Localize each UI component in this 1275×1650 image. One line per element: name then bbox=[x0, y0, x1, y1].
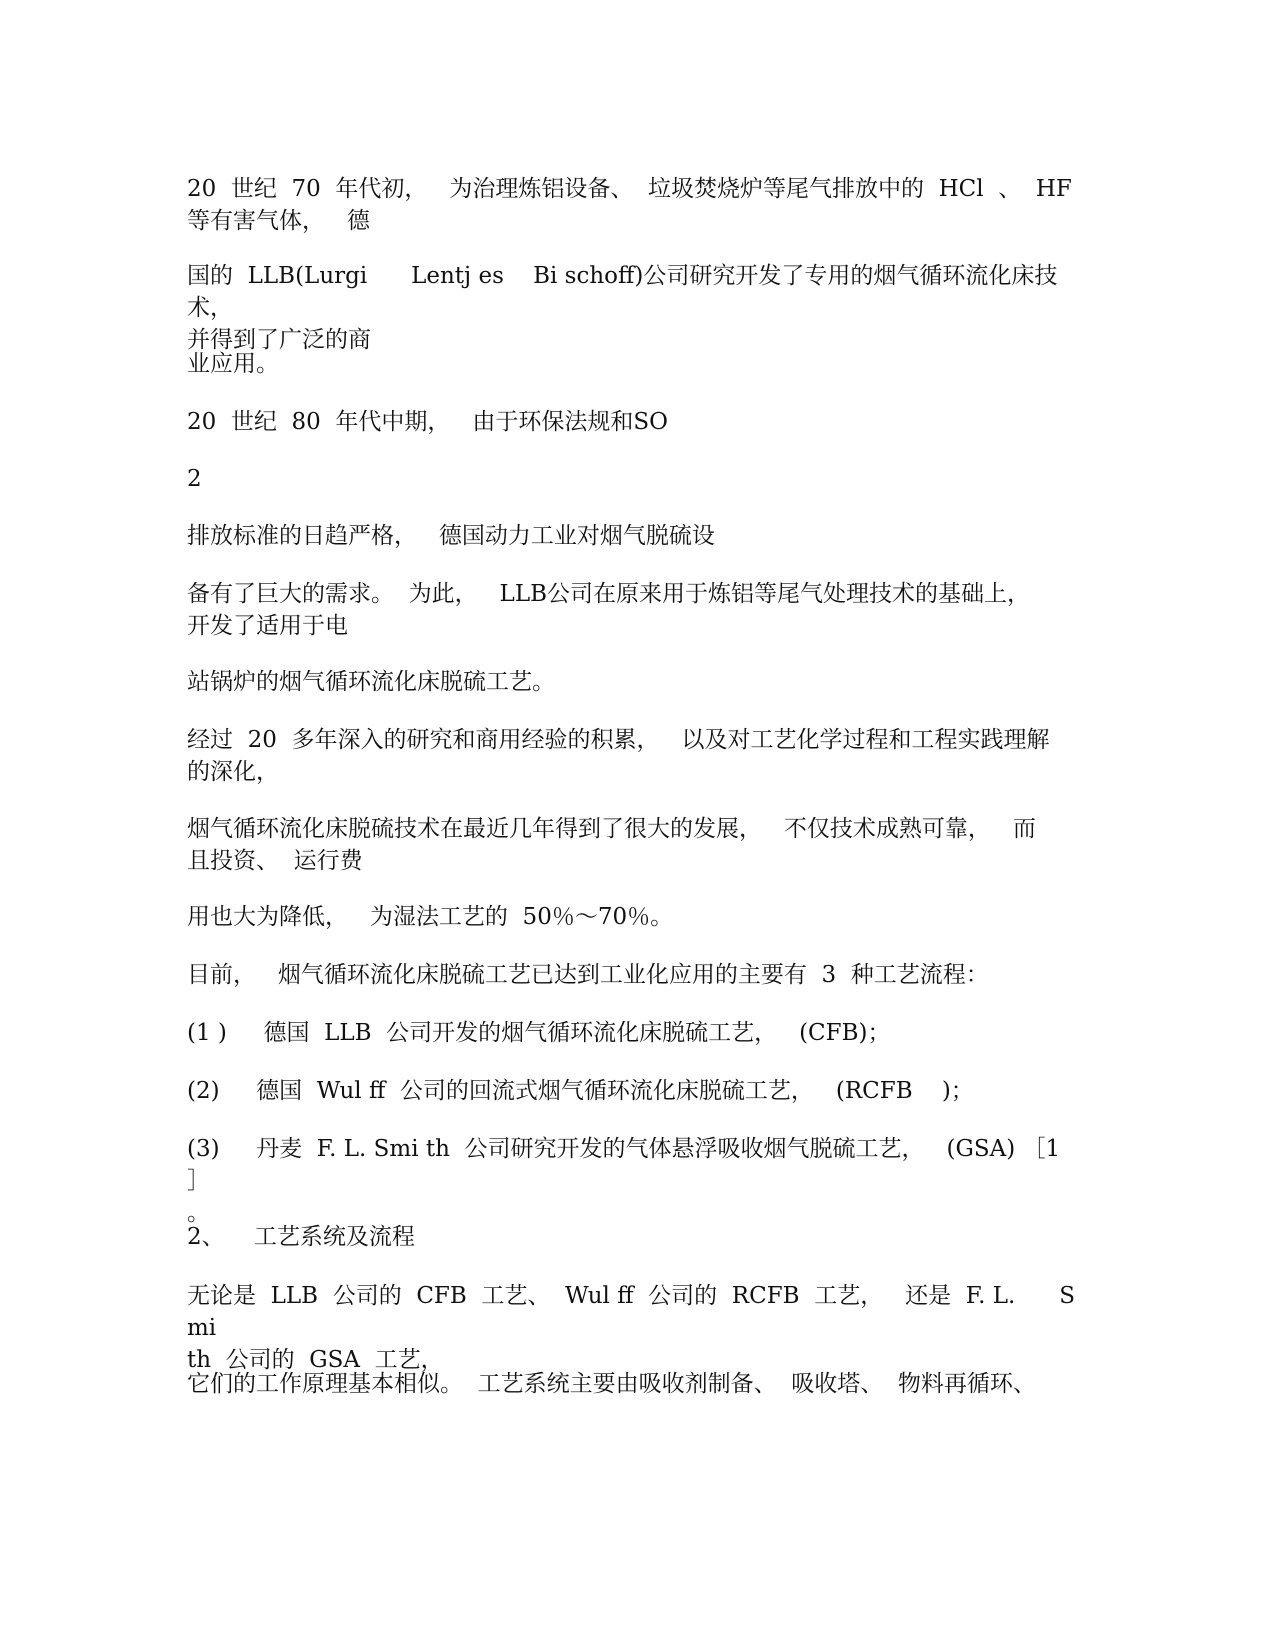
paragraph-1: 20 世纪 70 年代初， 为治理炼铝设备、 垃圾焚烧炉等尾气排放中的 HCl 、 HF 等有害气体， 德 bbox=[187, 176, 1072, 234]
paragraph-11: 用也大为降低， 为湿法工艺的 50％～70％。 bbox=[187, 904, 674, 930]
section-heading: 2、 工艺系统及流程 bbox=[187, 1224, 415, 1250]
paragraph-7: 备有了巨大的需求。 为此， LLB公司在原来用于炼铝等尾气处理技术的基础上， 开发了适用于电 bbox=[187, 581, 1031, 639]
paragraph-14: (2) 德国 Wul ff 公司的回流式烟气循环流化床脱硫工艺， (RCFB )； bbox=[187, 1078, 974, 1104]
paragraph-4: 20 世纪 80 年代中期， 由于环保法规和SO bbox=[187, 409, 668, 435]
paragraph-8: 站锅炉的烟气循环流化床脱硫工艺。 bbox=[187, 669, 555, 695]
paragraph-17: 它们的工作原理基本相似。 工艺系统主要由吸收剂制备、 吸收塔、 物料再循环、 bbox=[187, 1371, 1036, 1397]
paragraph-5: 2 bbox=[187, 466, 202, 492]
paragraph-9: 经过 20 多年深入的研究和商用经验的积累， 以及对工艺化学过程和工程实践理解 的深化， bbox=[187, 727, 1050, 785]
paragraph-6: 排放标准的日趋严格， 德国动力工业对烟气脱硫设 bbox=[187, 523, 715, 549]
paragraph-12: 目前， 烟气循环流化床脱硫工艺已达到工业化应用的主要有 3 种工艺流程： bbox=[187, 962, 989, 988]
paragraph-13: (1 ) 德国 LLB 公司开发的烟气循环流化床脱硫工艺， (CFB)； bbox=[187, 1020, 891, 1046]
paragraph-2: 国的 LLB(Lurgi Lentj es Bi schoff)公司研究开发了专用的烟气循环流化床技术， 并得到了广泛的商 bbox=[187, 263, 1058, 353]
paragraph-15: (3) 丹麦 F. L. Smi th 公司研究开发的气体悬浮吸收烟气脱硫工艺， (GSA) ［1 ］ 。 bbox=[187, 1136, 1061, 1226]
paragraph-10: 烟气循环流化床脱硫技术在最近几年得到了很大的发展， 不仅技术成熟可靠， 而 且投资、 运行费 bbox=[187, 816, 1036, 874]
paragraph-16: 无论是 LLB 公司的 CFB 工艺、 Wul ff 公司的 RCFB 工艺， 还是 F. L. Smi th 公司的 GSA 工艺， bbox=[187, 1283, 1075, 1373]
paragraph-3: 业应用。 bbox=[187, 351, 279, 377]
